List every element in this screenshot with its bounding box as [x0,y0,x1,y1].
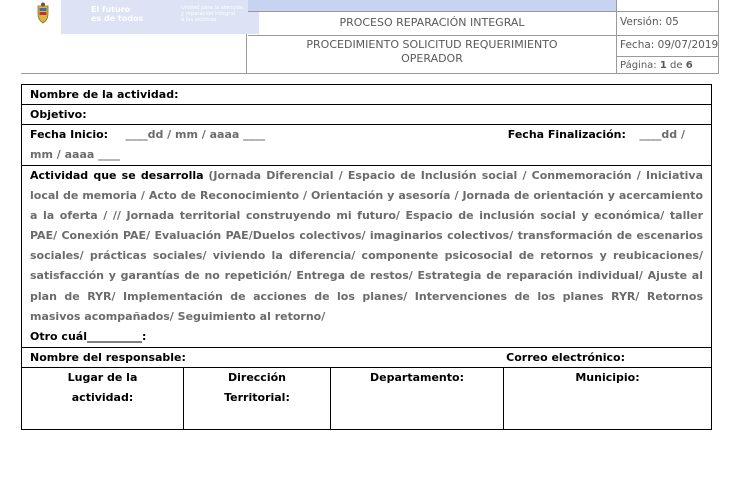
activity-name-row [22,85,711,105]
divider [248,35,719,36]
coat-of-arms-icon [35,2,51,24]
activity-type-row [22,166,711,348]
end-date-label: Fecha Finalización: [507,128,626,141]
objective-label: Objetivo: [30,108,87,121]
responsible-name-label: Nombre del responsable: [30,350,186,364]
municipality-cell [504,368,711,429]
start-date-label: Fecha Inicio: [30,128,109,141]
department-cell [331,368,504,429]
divider [21,73,719,74]
end-date-value[interactable]: ____dd / [639,128,685,141]
header-color-bar [248,0,616,11]
divider [616,11,617,74]
objective-row [22,105,711,125]
date-label: Fecha: 09/07/2019 [620,39,719,51]
activity-name-label: Nombre de la actividad: [30,88,179,101]
divider [248,11,719,12]
place-label: Lugar de la actividad: [67,370,138,404]
divider [718,0,719,74]
page-label: Página: 1 de 6 [620,60,693,71]
logo-banner [61,0,259,34]
place-cell [22,368,184,429]
version-label: Versión: 05 [620,16,679,28]
activity-type-label: Actividad que se desarrolla [30,169,204,182]
activity-form [21,84,712,430]
start-date-value[interactable]: ____dd / mm / aaaa ____ [125,128,266,141]
email-label: Correo electrónico: [506,350,625,364]
responsible-row [22,348,711,368]
other-activity-field[interactable]: Otro cuál__________: [30,329,147,343]
direction-cell [184,368,331,429]
divider [616,56,719,57]
location-row [22,368,711,429]
department-label: Departamento: [370,370,464,384]
process-title: PROCESO REPARACIÓN INTEGRAL [339,16,525,29]
direction-label: Dirección Territorial: [224,370,290,404]
logo-slogan: El futuro es de todos [91,5,144,23]
procedure-title: PROCEDIMIENTO SOLICITUD REQUERIMIENTO OPERADOR [306,38,558,65]
end-date-value-cont[interactable]: mm / aaaa ____ [30,148,121,161]
document-header [21,0,719,74]
logo-unit-name: Unidad para la atención y reparación integral a las víctimas [181,5,244,23]
activity-type-options: (Jornada Diferencial / Espacio de Inclusión social / Conmemoración / Iniciativa local de memoria / Acto de Reconocimiento / Orientación y asesoría / Jornada de orientación y acercamiento a la oferta / // Jornada territorial construyendo mi futuro/ Espacio de inclusión social y económica/ taller PAE/ Conexión PAE/ Evaluación PAE/Duelos colectivos/ imaginarios colectivos/ transformación de escenarios sociales/ prácticas sociales/ viviendo la diferencia/ componente psicosocial de retornos y reubicaciones/ satisfacción y garantías de no repetición/ Entrega de restos/ Estrategia de reparación individual/ Ajuste al plan de RYR/ Implementación de acciones de los planes/ Intervenciones de los planes RYR/ Retornos masivos acompañados/ Seguimiento al retorno/ [30,169,703,323]
header-top-right-cell [616,0,720,11]
dates-row [22,125,711,166]
municipality-label: Municipio: [575,370,640,384]
logo-area [21,0,247,74]
